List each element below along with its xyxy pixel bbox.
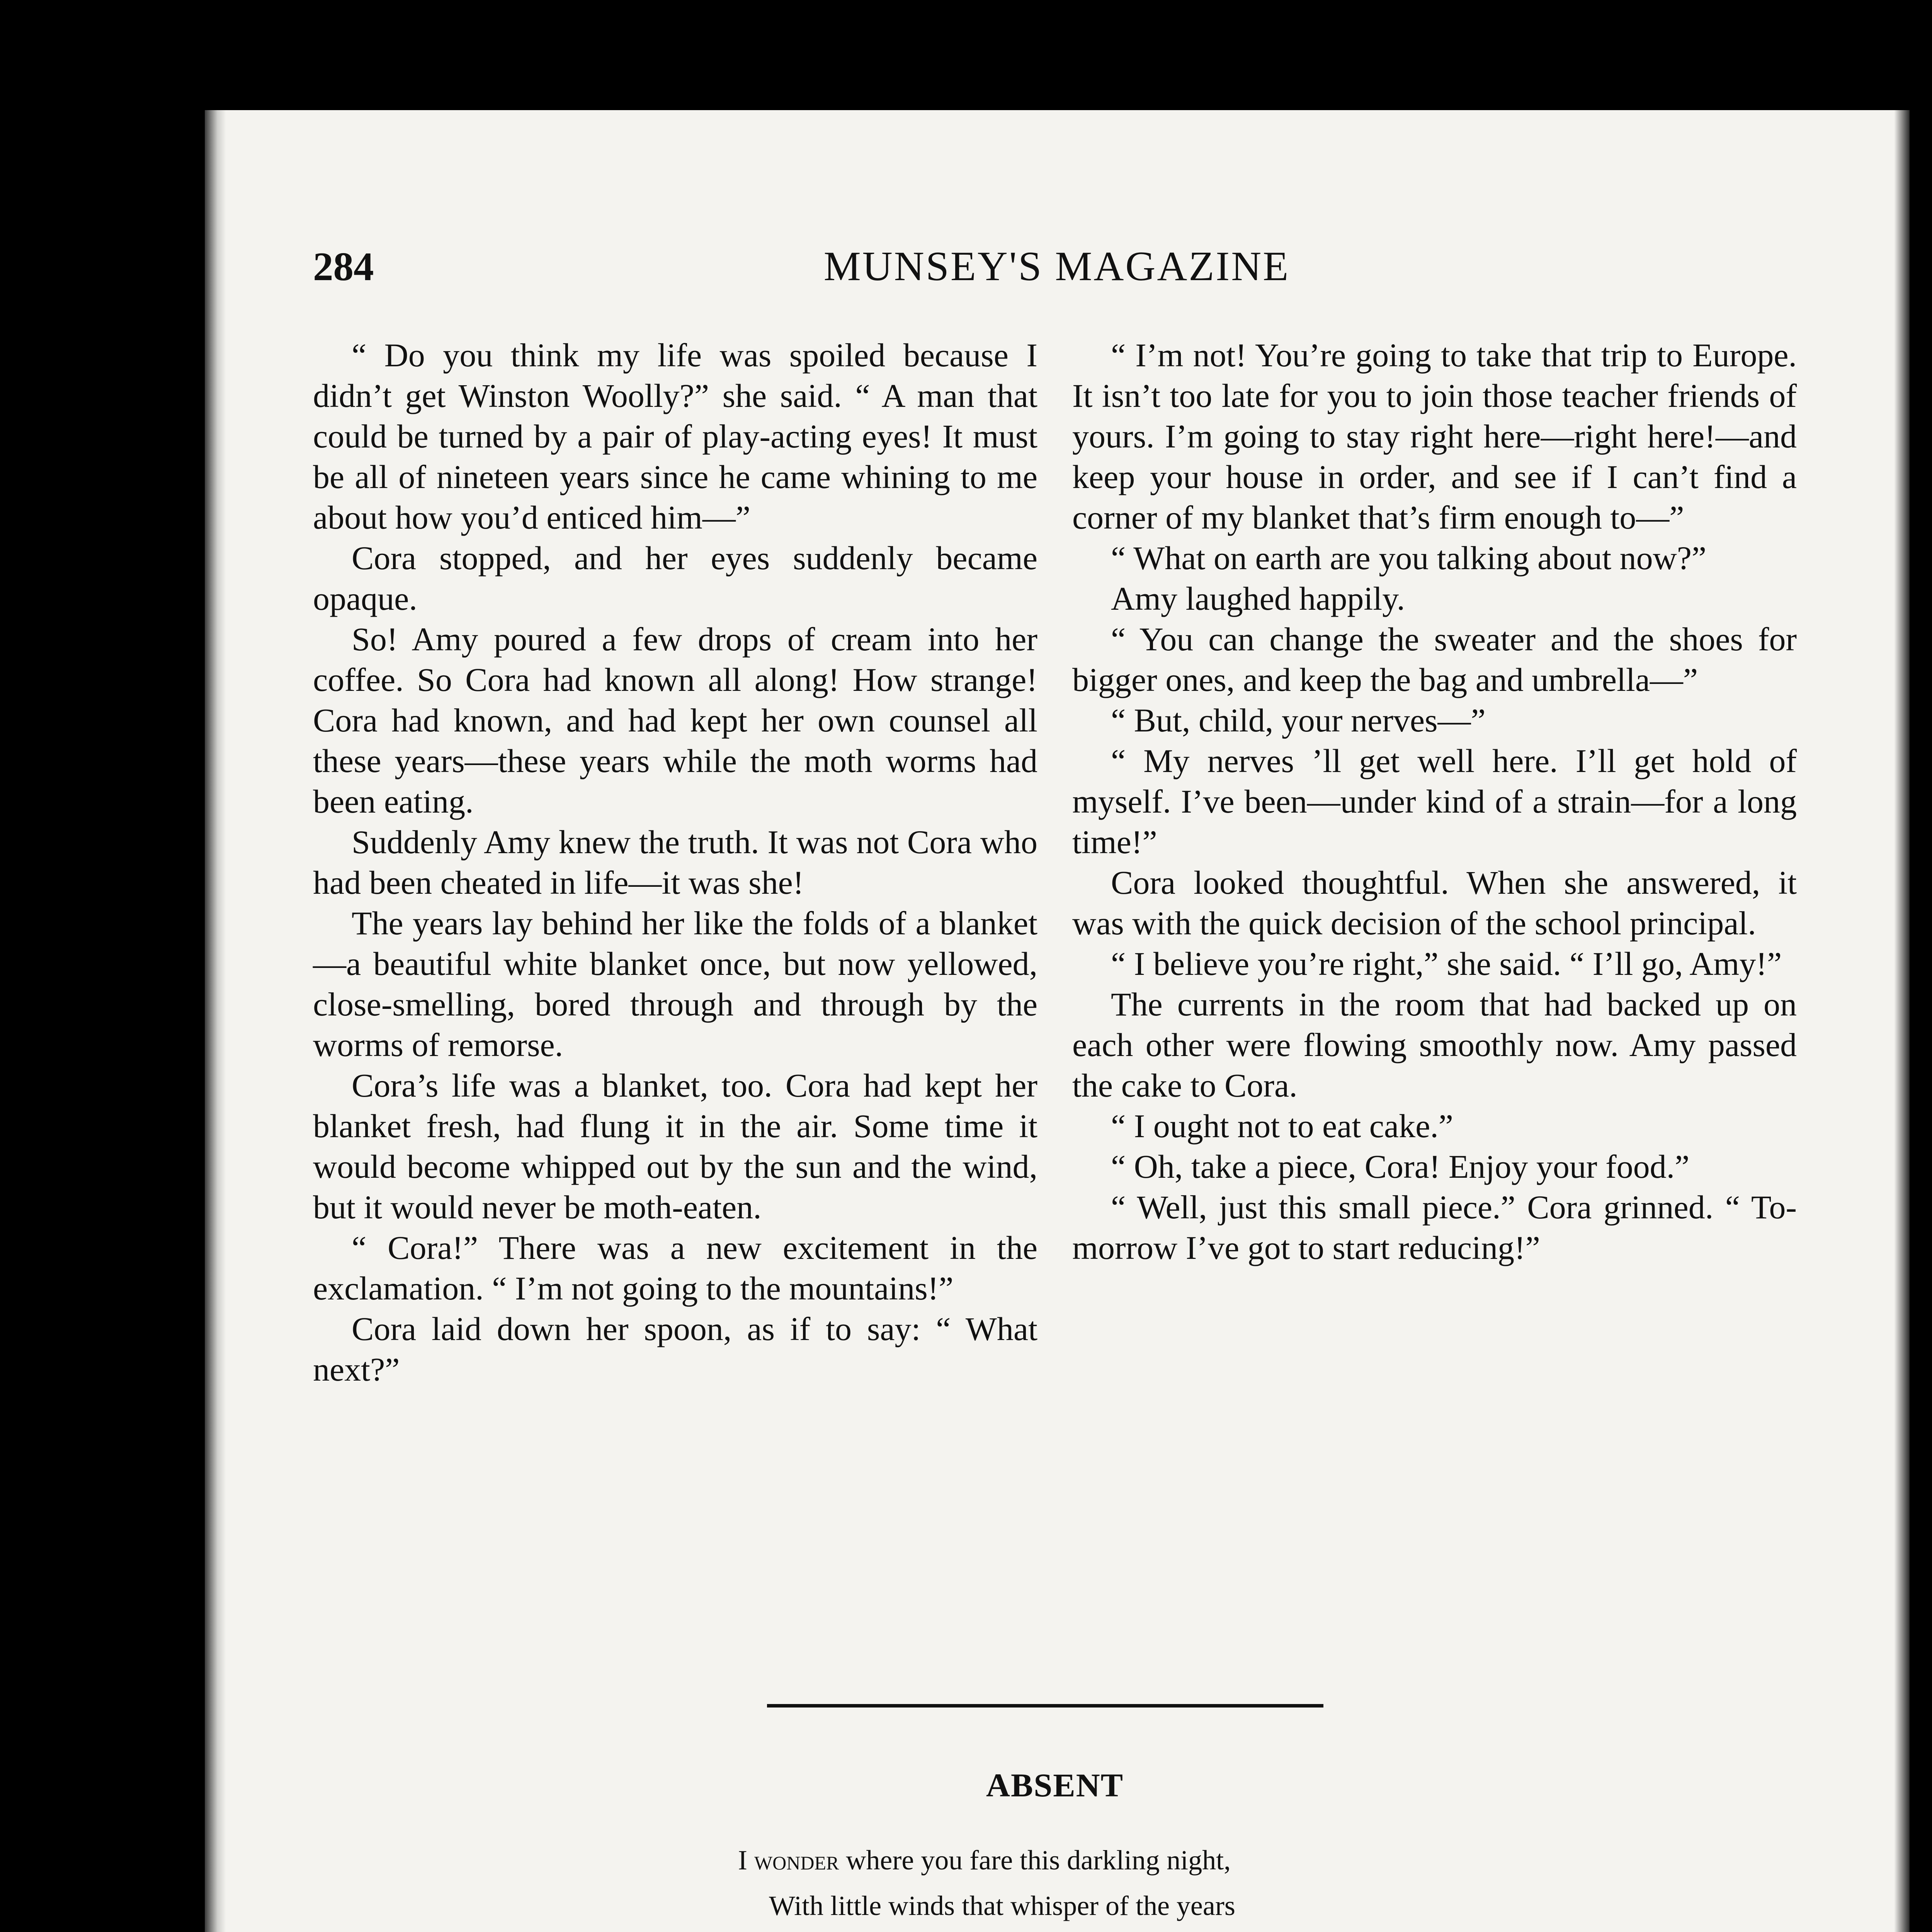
poem-opening-words: I wonder [738,1845,839,1876]
paragraph: “ Oh, take a piece, Cora! Enjoy your food.” [1111,1148,1690,1185]
paragraph: Amy laughed happily. [1111,580,1405,617]
poem-line-text: where you fare this darkling night, [839,1845,1231,1876]
paragraph: The currents in the room that had backed up on each other were flowing smoothly now. Amy passed the cake to Cora. [1072,986,1797,1104]
story-column-right [1072,335,1797,1268]
paragraph: The years lay behind her like the folds of a blanket—a beautiful white blanket once, but now yellowed, close-smelling, bored through and through by the worms of remorse. [313,905,1037,1063]
poem-line [738,1837,1511,1883]
page-number: 284 [313,244,374,289]
paragraph: “ Do you think my life was spoiled because I didn’t get Winston Woolly?” she said. “ A man that could be turned by a pair of play-acting eyes! It must be all of nineteen years since he came whining to me about how you’d enticed him—” [313,337,1037,536]
paragraph: Cora laid down her spoon, as if to say: “ What next?” [313,1310,1037,1388]
paragraph: “ Cora!” There was a new excitement in the exclamation. “ I’m not going to the mountains!” [313,1229,1037,1307]
paragraph: “ Well, just this small piece.” Cora grinned. “ To-morrow I’ve got to start reducing!” [1072,1189,1797,1266]
story-column-left [313,335,1037,1390]
running-head: MUNSEY'S MAGAZINE [823,243,1290,289]
paragraph: “ I ought not to eat cake.” [1111,1107,1453,1145]
poem-title: ABSENT [986,1767,1124,1804]
magazine-page [205,110,1910,1932]
paragraph: “ What on earth are you talking about now?” [1111,539,1707,577]
paragraph: Cora looked thoughtful. When she answered, it was with the quick decision of the school principal. [1072,864,1797,942]
paragraph: “ I’m not! You’re going to take that trip to Europe. It isn’t too late for you to join those teacher friends of yours. I’m going to stay right here—right here!—and keep your house in order, and see if I can’t find a corner of my blanket that’s firm enough to—” [1072,337,1797,536]
poem-stanza [738,1837,1511,1932]
paragraph: So! Amy poured a few drops of cream into her coffee. So Cora had known all along! How strange! Cora had known, and had kept her own counsel all these years—these years while the moth worms had been eating. [313,621,1037,820]
paragraph: “ But, child, your nerves—” [1111,702,1486,739]
paragraph: “ My nerves ’ll get well here. I’ll get hold of myself. I’ve been—under kind of a strain—for a long time!” [1072,742,1797,861]
paragraph: “ I believe you’re right,” she said. “ I’ll go, Amy!” [1111,945,1782,982]
poem-line: With little winds that whisper of the years [769,1890,1235,1921]
poem-line [738,1929,1511,1932]
paragraph: Cora’s life was a blanket, too. Cora had kept her blanket fresh, had flung it in the air. Some time it would become whipped out by the sun and the wind, but it would never be moth-eaten. [313,1067,1037,1226]
poem [738,1837,1511,1932]
paragraph: Cora stopped, and her eyes suddenly became opaque. [313,539,1037,617]
section-divider [767,1704,1323,1708]
paragraph: “ You can change the sweater and the shoes for bigger ones, and keep the bag and umbrella—” [1072,621,1797,698]
paragraph: Suddenly Amy knew the truth. It was not Cora who had been cheated in life—it was she! [313,823,1037,901]
page-header [313,243,1801,328]
